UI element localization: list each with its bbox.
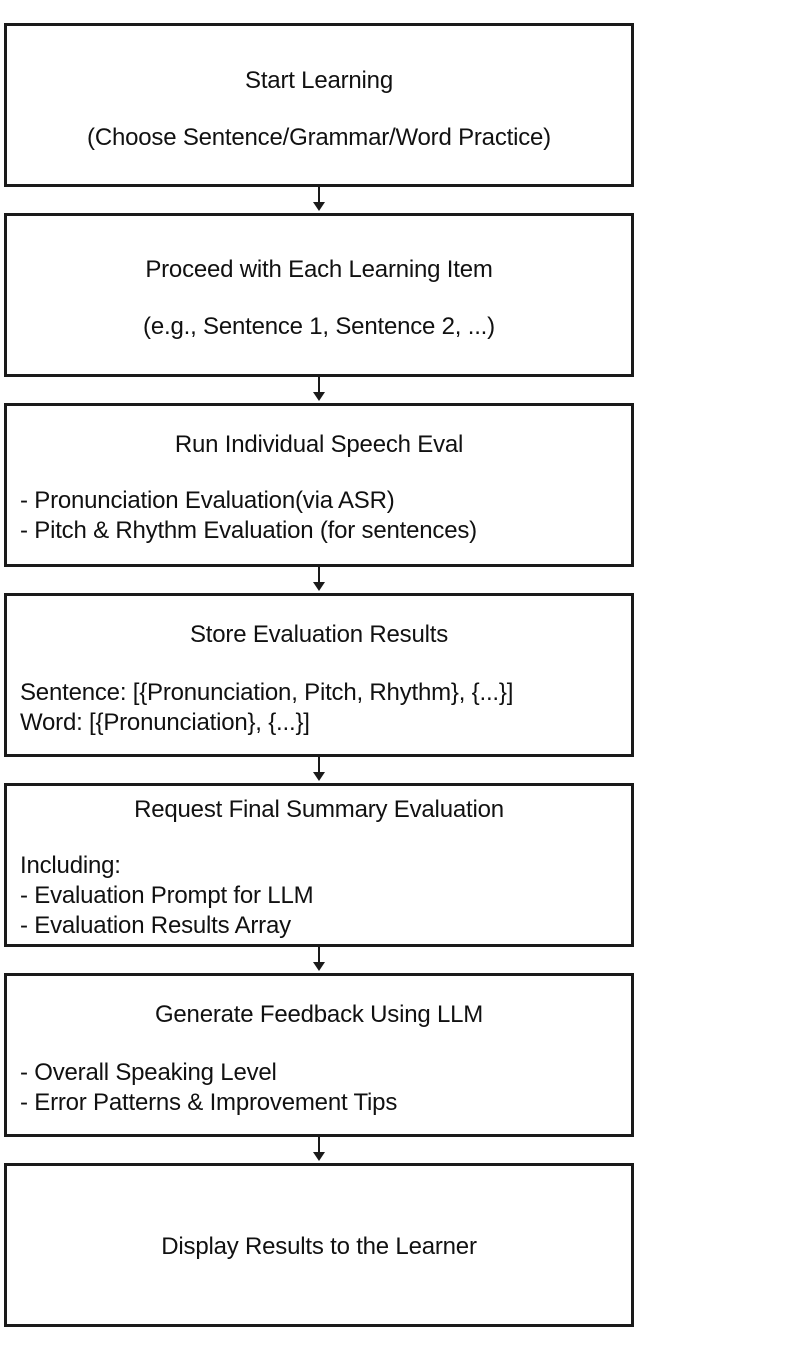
step-proceed-learning-item: [4, 213, 634, 377]
flow-arrow: [312, 377, 326, 403]
step-detail-line: Sentence: [{Pronunciation, Pitch, Rhythm}, {...}]: [20, 679, 514, 706]
flow-arrow: [312, 187, 326, 213]
step-title: Generate Feedback Using LLM: [154, 1001, 484, 1028]
flow-arrow: [312, 947, 326, 973]
step-subtitle: (Choose Sentence/Grammar/Word Practice): [87, 124, 551, 151]
step-detail-line: - Pronunciation Evaluation(via ASR): [20, 487, 395, 514]
step-detail-line: Word: [{Pronunciation}, {...}]: [20, 709, 310, 736]
step-detail-line: - Evaluation Results Array: [20, 912, 291, 939]
step-detail-line: Including:: [20, 852, 121, 879]
step-detail-line: - Overall Speaking Level: [20, 1059, 277, 1086]
step-title: Run Individual Speech Eval: [174, 431, 464, 458]
step-title: Start Learning: [245, 67, 393, 94]
step-detail-line: - Evaluation Prompt for LLM: [20, 882, 314, 909]
step-detail-line: - Error Patterns & Improvement Tips: [20, 1089, 398, 1116]
step-display-results: [4, 1163, 634, 1327]
step-generate-feedback: [4, 973, 634, 1137]
step-title: Request Final Summary Evaluation: [134, 796, 504, 823]
step-title: Display Results to the Learner: [161, 1233, 477, 1260]
flow-arrow: [312, 1137, 326, 1163]
step-run-speech-eval: [4, 403, 634, 567]
step-subtitle: (e.g., Sentence 1, Sentence 2, ...): [143, 313, 495, 340]
step-title: Proceed with Each Learning Item: [145, 256, 493, 283]
flow-arrow: [312, 757, 326, 783]
step-start-learning: [4, 23, 634, 187]
step-detail-line: - Pitch & Rhythm Evaluation (for sentences): [20, 517, 477, 544]
step-request-summary: [4, 783, 634, 947]
flow-arrow: [312, 567, 326, 593]
step-title: Store Evaluation Results: [189, 621, 448, 648]
step-store-results: [4, 593, 634, 757]
